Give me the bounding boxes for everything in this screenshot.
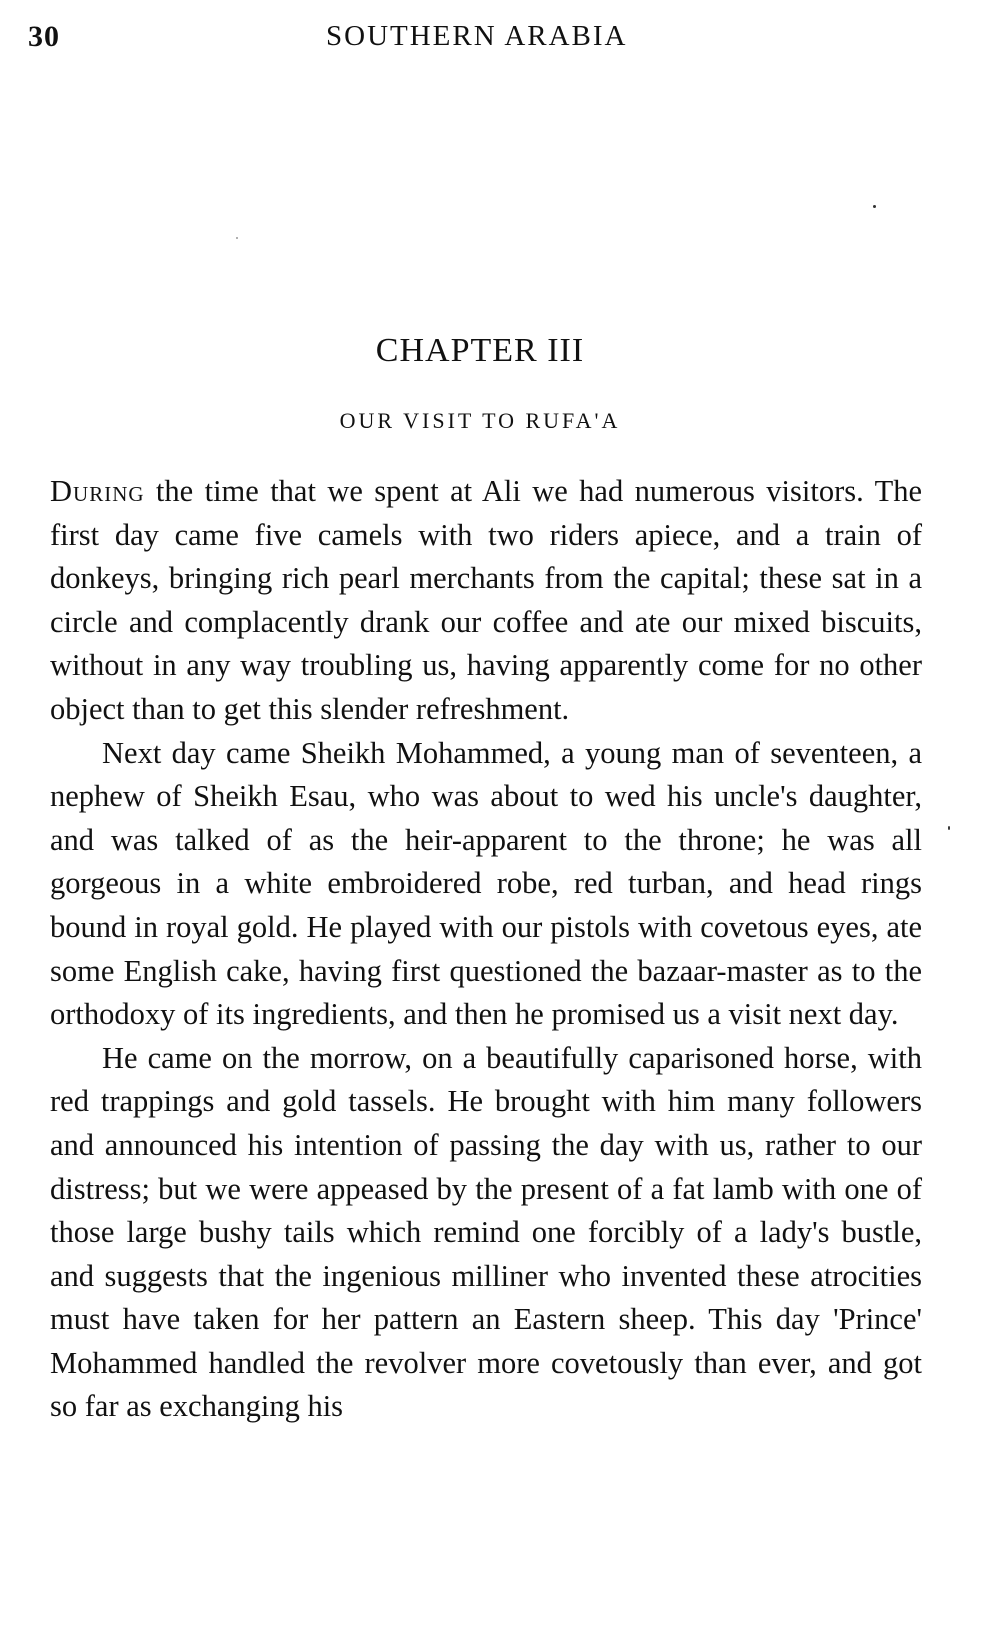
- body-text: [50, 470, 922, 1429]
- page-header: [0, 14, 1000, 54]
- paragraph-lead-word: During: [50, 474, 145, 508]
- paragraph-2: Next day came Sheikh Mohammed, a young man of seventeen, a nephew of Sheikh Esau, who was about to wed his uncle's daughter, and was talked of as the heir-apparent to the throne; he was all gorgeous in a white embroidered robe, red turban, and head rings bound in royal gold. He played with our pistols with covetous eyes, ate some English cake, having first questioned the bazaar-master as to the orthodoxy of its ingredients, and then he promised us a visit next day.: [50, 735, 922, 1032]
- paragraph-text: the time that we spent at Ali we had numerous visitors. The first day came five camels with two riders apiece, and a train of donkeys, bringing rich pearl merchants from the capital; these sat in a circle and complacently drank our coffee and ate our mixed biscuits, without in any way troubling us, having apparently come for no other object than to get this slender refreshment.: [50, 474, 922, 726]
- paragraph-1: [50, 470, 922, 732]
- paragraph-3: He came on the morrow, on a beautifully caparisoned horse, with red trappings and gold tassels. He brought with him many followers and announced his intention of passing the day with us, rather to our distress; but we were appeased by the present of a fat lamb with one of those large bushy tails which remind one forcibly of a lady's bustle, and suggests that the ingenious milliner who invented these atrocities must have taken for her pattern an Eastern sheep. This day 'Prince' Mohammed handled the revolver more covetously than ever, and got so far as exchanging his: [50, 1040, 922, 1424]
- chapter-title: CHAPTER III: [375, 332, 585, 369]
- scan-speck: [236, 237, 238, 239]
- chapter-subtitle: OUR VISIT TO RUFA'A: [339, 408, 621, 433]
- scan-speck: [873, 205, 876, 208]
- page-number: 30: [28, 20, 60, 53]
- scan-speck: [948, 826, 950, 830]
- running-head: SOUTHERN ARABIA: [326, 20, 628, 52]
